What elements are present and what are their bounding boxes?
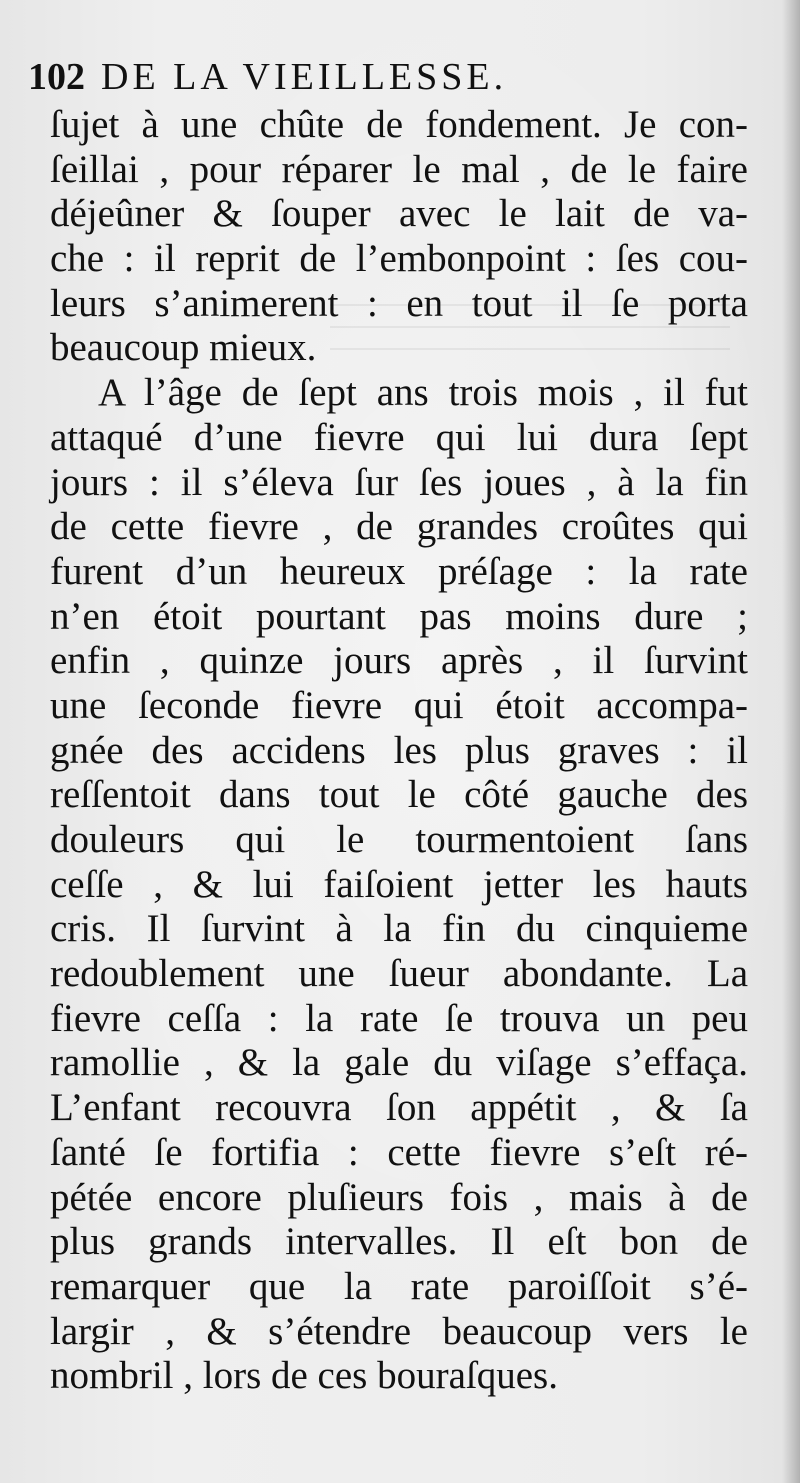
text-line: nombril , lors de ces bouraſques. — [50, 1354, 558, 1398]
text-line: ſujet à une chûte de fondement. Je con- — [50, 103, 748, 146]
running-title: DE LA VIEILLESSE. — [101, 56, 508, 98]
running-head — [28, 54, 768, 100]
text-line: beaucoup mieux. — [50, 326, 317, 370]
text-line: che : il reprit de l’embonpoint : ſes cou- — [50, 237, 748, 281]
text-line: déjeûner & ſouper avec le lait de va- — [50, 192, 748, 236]
text-line: largir , & s’étendre beaucoup vers le — [50, 1309, 748, 1353]
text-line: une ſeconde fievre qui étoit accompa- — [50, 683, 748, 727]
text-line: ceſſe , & lui faiſoient jetter les hauts — [50, 862, 748, 906]
text-line: ſeillai , pour réparer le mal , de le faire — [50, 147, 748, 191]
text-line: reſſentoit dans tout le côté gauche des — [50, 773, 748, 817]
paragraph-1 — [50, 103, 748, 371]
page-edge-shadow — [782, 0, 800, 1483]
text-line: n’en étoit pourtant pas moins dure ; — [50, 594, 748, 638]
text-line: ramollie , & la gale du viſage s’effaça. — [50, 1041, 748, 1085]
text-line: remarquer que la rate paroiſſoit s’é- — [50, 1264, 748, 1308]
text-line: ſanté ſe fortifia : cette fievre s’eſt ré- — [50, 1130, 748, 1174]
text-line: douleurs qui le tourmentoient ſans — [50, 818, 748, 861]
text-line: redoublement une ſueur abondante. La — [50, 952, 748, 996]
text-line: gnée des accidens les plus graves : il — [50, 728, 748, 772]
text-line: plus grands intervalles. Il eſt bon de — [50, 1220, 748, 1264]
text-line: attaqué d’une fievre qui lui dura ſept — [50, 415, 748, 459]
text-line: A l’âge de ſept ans trois mois , il fut — [98, 371, 748, 415]
text-line: jours : il s’éleva ſur ſes joues , à la fin — [50, 460, 748, 504]
text-line: pétée encore pluſieurs fois , mais à de — [50, 1175, 748, 1219]
text-line: leurs s’animerent : en tout il ſe porta — [50, 281, 748, 325]
text-line: L’enfant recouvra ſon appétit , & ſa — [50, 1086, 748, 1130]
text-line: cris. Il ſurvint à la fin du cinquieme — [50, 907, 748, 951]
text-line: furent d’un heureux préſage : la rate — [50, 549, 748, 593]
paragraph-2 — [50, 371, 748, 1399]
text-line: fievre ceſſa : la rate ſe trouva un peu — [50, 996, 748, 1040]
body-text — [50, 103, 748, 1399]
text-line: enfin , quinze jours après , il ſurvint — [50, 639, 748, 683]
text-line: de cette fievre , de grandes croûtes qui — [50, 505, 748, 549]
page-number: 102 — [28, 56, 85, 98]
